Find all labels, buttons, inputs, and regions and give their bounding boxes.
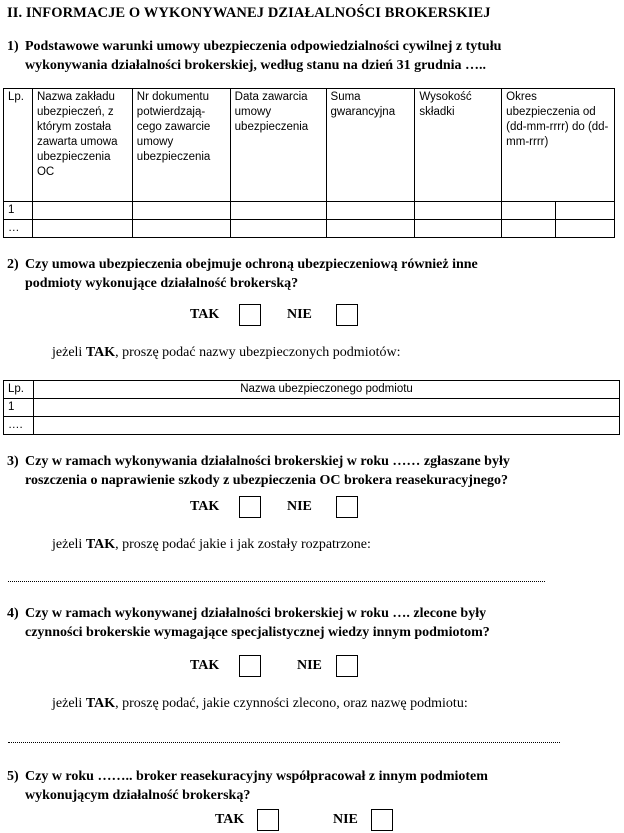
question-4-line1: Czy w ramach wykonywanej działalności brokerskiej w roku …. zlecone były [25, 606, 487, 621]
note-text: , proszę podać nazwy ubezpieczonych podmiotów: [115, 345, 401, 360]
table-cell[interactable] [556, 202, 615, 220]
table-cell[interactable] [502, 202, 556, 220]
header-entity-name: Nazwa ubezpieczonego podmiotu [34, 381, 620, 399]
question-number: 1) [7, 39, 19, 54]
q2-no-checkbox[interactable] [336, 304, 358, 326]
q3-note [52, 537, 371, 553]
row-lp: 1 [4, 399, 34, 417]
header-lp: Lp. [4, 89, 33, 202]
note-text: jeżeli [52, 537, 83, 552]
q4-note [52, 696, 468, 712]
table-cell[interactable] [34, 399, 620, 417]
table-cell[interactable] [32, 220, 132, 238]
table-cell[interactable] [502, 220, 556, 238]
note-text: jeżeli [52, 345, 83, 360]
insured-entities-table [3, 380, 620, 435]
q4-answer-line[interactable] [8, 742, 560, 743]
question-4 [7, 604, 577, 642]
note-text: , proszę podać jakie i jak zostały rozpatrzone: [115, 537, 371, 552]
table-row [4, 202, 615, 220]
question-4-line2: czynności brokerskie wymagające specjalistycznej wiedzy innym podmiotom? [25, 625, 490, 640]
q2-no-label: NIE [287, 307, 312, 322]
q5-no-label: NIE [333, 812, 358, 827]
question-3 [7, 452, 577, 490]
q4-yes-label: TAK [190, 658, 220, 673]
table-row [4, 220, 615, 238]
question-5-line1: Czy w roku …….. broker reasekuracyjny współpracował z innym podmiotem [25, 769, 488, 784]
table-cell[interactable] [326, 220, 415, 238]
q4-yes-checkbox[interactable] [239, 655, 261, 677]
q5-no-checkbox[interactable] [371, 809, 393, 831]
table-cell[interactable] [326, 202, 415, 220]
question-3-line1: Czy w ramach wykonywania działalności brokerskiej w roku …… zgłaszane były [25, 454, 510, 469]
note-bold: TAK [85, 537, 116, 552]
question-5-line2: wykonującym działalność brokerską? [25, 788, 251, 803]
q5-yes-label: TAK [215, 812, 245, 827]
table-cell[interactable] [415, 202, 502, 220]
row-lp: …. [4, 417, 34, 435]
table-row [4, 417, 620, 435]
table-cell[interactable] [132, 220, 230, 238]
table-cell[interactable] [34, 417, 620, 435]
row-lp: … [4, 220, 33, 238]
q3-yes-label: TAK [190, 499, 220, 514]
q3-answer-line[interactable] [8, 581, 545, 582]
section-title: II. INFORMACJE O WYKONYWANEJ DZIAŁALNOŚCI BROKERSKIEJ [7, 5, 491, 21]
q3-no-checkbox[interactable] [336, 496, 358, 518]
question-2 [7, 255, 577, 293]
q5-yes-checkbox[interactable] [257, 809, 279, 831]
header-period: Okres ubezpieczenia od (dd-mm-rrrr) do (dd-mm-rrrr) [502, 89, 615, 202]
question-number: 3) [7, 454, 19, 469]
question-2-line2: podmioty wykonujące działalność brokerską? [25, 276, 299, 291]
question-5 [7, 767, 577, 805]
q2-yes-checkbox[interactable] [239, 304, 261, 326]
header-document-number: Nr dokumentu potwierdzają-cego zawarcie umowy ubezpieczenia [132, 89, 230, 202]
table-cell[interactable] [230, 220, 326, 238]
row-lp: 1 [4, 202, 33, 220]
table-header-row [4, 89, 615, 202]
header-lp: Lp. [4, 381, 34, 399]
table-header-row [4, 381, 620, 399]
oc-insurance-table [3, 88, 615, 238]
header-insurer: Nazwa zakładu ubezpieczeń, z którym została zawarta umowa ubezpieczenia OC [32, 89, 132, 202]
question-number: 5) [7, 769, 19, 784]
q2-note [52, 345, 400, 361]
table-cell[interactable] [415, 220, 502, 238]
note-bold: TAK [85, 345, 116, 360]
question-1-line2: wykonywania działalności brokerskiej, według stanu na dzień 31 grudnia ….. [25, 58, 487, 73]
note-text: jeżeli [52, 696, 83, 711]
question-number: 4) [7, 606, 19, 621]
table-cell[interactable] [556, 220, 615, 238]
header-sum-insured: Suma gwarancyjna [326, 89, 415, 202]
question-1 [7, 37, 577, 75]
question-1-line1: Podstawowe warunki umowy ubezpieczenia odpowiedzialności cywilnej z tytułu [25, 39, 502, 54]
question-3-line2: roszczenia o naprawienie szkody z ubezpieczenia OC brokera reasekuracyjnego? [25, 473, 508, 488]
q2-yes-label: TAK [190, 307, 220, 322]
note-text: , proszę podać, jakie czynności zlecono, oraz nazwę podmiotu: [115, 696, 468, 711]
q3-yes-checkbox[interactable] [239, 496, 261, 518]
table-cell[interactable] [230, 202, 326, 220]
table-cell[interactable] [32, 202, 132, 220]
header-premium: Wysokość składki [415, 89, 502, 202]
question-2-line1: Czy umowa ubezpieczenia obejmuje ochroną ubezpieczeniową również inne [25, 257, 478, 272]
header-contract-date: Data zawarcia umowy ubezpieczenia [230, 89, 326, 202]
question-number: 2) [7, 257, 19, 272]
q4-no-label: NIE [297, 658, 322, 673]
q4-no-checkbox[interactable] [336, 655, 358, 677]
table-row [4, 399, 620, 417]
note-bold: TAK [85, 696, 116, 711]
table-cell[interactable] [132, 202, 230, 220]
q3-no-label: NIE [287, 499, 312, 514]
